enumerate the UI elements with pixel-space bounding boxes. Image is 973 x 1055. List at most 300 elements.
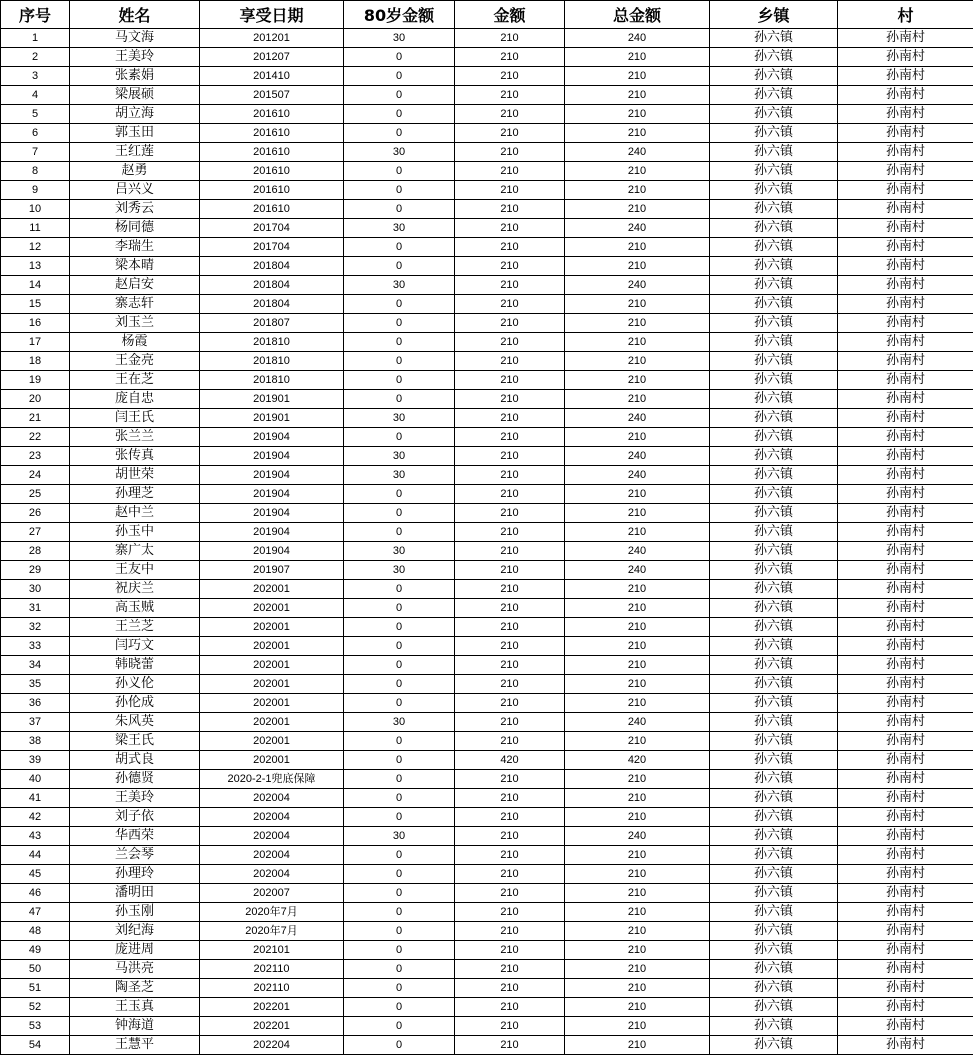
cell-index: 7	[1, 143, 70, 162]
cell-village: 孙南村	[838, 257, 973, 276]
cell-amount: 210	[455, 314, 565, 333]
cell-index: 12	[1, 238, 70, 257]
cell-town: 孙六镇	[710, 580, 838, 599]
cell-village: 孙南村	[838, 447, 973, 466]
cell-total: 210	[565, 162, 710, 181]
cell-80-amount: 0	[344, 960, 455, 979]
cell-amount: 210	[455, 181, 565, 200]
cell-date: 201804	[200, 257, 344, 276]
cell-village: 孙南村	[838, 903, 973, 922]
table-row	[1, 257, 973, 276]
cell-name: 张素娟	[70, 67, 200, 86]
cell-town: 孙六镇	[710, 542, 838, 561]
cell-index: 49	[1, 941, 70, 960]
cell-village: 孙南村	[838, 181, 973, 200]
table-row	[1, 789, 973, 808]
cell-town: 孙六镇	[710, 48, 838, 67]
cell-index: 43	[1, 827, 70, 846]
cell-index: 44	[1, 846, 70, 865]
cell-amount: 210	[455, 675, 565, 694]
table-row	[1, 732, 973, 751]
cell-date: 202110	[200, 960, 344, 979]
table-row	[1, 67, 973, 86]
cell-village: 孙南村	[838, 789, 973, 808]
cell-village: 孙南村	[838, 219, 973, 238]
cell-name: 王玉真	[70, 998, 200, 1017]
cell-village: 孙南村	[838, 751, 973, 770]
cell-date: 201904	[200, 523, 344, 542]
cell-date: 2020-2-1兜底保障	[200, 770, 344, 789]
cell-village: 孙南村	[838, 675, 973, 694]
cell-index: 17	[1, 333, 70, 352]
cell-village: 孙南村	[838, 333, 973, 352]
cell-total: 210	[565, 1017, 710, 1036]
cell-index: 40	[1, 770, 70, 789]
cell-80-amount: 30	[344, 219, 455, 238]
cell-index: 46	[1, 884, 70, 903]
cell-name: 胡立海	[70, 105, 200, 124]
table-row	[1, 1017, 973, 1036]
table-row	[1, 694, 973, 713]
cell-index: 15	[1, 295, 70, 314]
cell-name: 王美玲	[70, 789, 200, 808]
cell-town: 孙六镇	[710, 504, 838, 523]
cell-village: 孙南村	[838, 732, 973, 751]
cell-index: 16	[1, 314, 70, 333]
cell-amount: 210	[455, 67, 565, 86]
cell-amount: 210	[455, 124, 565, 143]
cell-amount: 210	[455, 713, 565, 732]
cell-total: 210	[565, 884, 710, 903]
cell-town: 孙六镇	[710, 941, 838, 960]
table-row	[1, 960, 973, 979]
cell-total: 240	[565, 276, 710, 295]
cell-index: 32	[1, 618, 70, 637]
cell-amount: 210	[455, 485, 565, 504]
header-name: 姓名	[70, 1, 200, 29]
cell-total: 210	[565, 86, 710, 105]
cell-date: 201507	[200, 86, 344, 105]
cell-80-amount: 0	[344, 998, 455, 1017]
cell-name: 兰会琴	[70, 846, 200, 865]
cell-80-amount: 0	[344, 1017, 455, 1036]
cell-total: 210	[565, 333, 710, 352]
cell-80-amount: 0	[344, 333, 455, 352]
table-row	[1, 48, 973, 67]
cell-village: 孙南村	[838, 314, 973, 333]
table-row	[1, 29, 973, 48]
cell-amount: 210	[455, 295, 565, 314]
cell-date: 201810	[200, 333, 344, 352]
cell-village: 孙南村	[838, 960, 973, 979]
table-row	[1, 808, 973, 827]
cell-date: 202001	[200, 694, 344, 713]
cell-name: 孙理芝	[70, 485, 200, 504]
cell-town: 孙六镇	[710, 276, 838, 295]
cell-name: 张传真	[70, 447, 200, 466]
cell-town: 孙六镇	[710, 1036, 838, 1055]
cell-date: 202110	[200, 979, 344, 998]
cell-date: 201610	[200, 105, 344, 124]
cell-village: 孙南村	[838, 713, 973, 732]
table-row	[1, 143, 973, 162]
cell-amount: 210	[455, 162, 565, 181]
cell-total: 240	[565, 827, 710, 846]
table-row	[1, 428, 973, 447]
cell-date: 202001	[200, 751, 344, 770]
cell-village: 孙南村	[838, 162, 973, 181]
cell-80-amount: 0	[344, 979, 455, 998]
cell-80-amount: 0	[344, 732, 455, 751]
cell-index: 45	[1, 865, 70, 884]
cell-town: 孙六镇	[710, 998, 838, 1017]
cell-amount: 210	[455, 200, 565, 219]
cell-amount: 210	[455, 447, 565, 466]
header-amount: 金额	[455, 1, 565, 29]
cell-80-amount: 0	[344, 200, 455, 219]
cell-village: 孙南村	[838, 371, 973, 390]
cell-amount: 210	[455, 1036, 565, 1055]
cell-total: 210	[565, 181, 710, 200]
cell-80-amount: 0	[344, 181, 455, 200]
table-row	[1, 523, 973, 542]
cell-date: 201904	[200, 485, 344, 504]
cell-total: 210	[565, 295, 710, 314]
header-total: 总金额	[565, 1, 710, 29]
table-row	[1, 390, 973, 409]
cell-amount: 210	[455, 333, 565, 352]
cell-town: 孙六镇	[710, 561, 838, 580]
cell-index: 22	[1, 428, 70, 447]
cell-date: 202004	[200, 865, 344, 884]
cell-80-amount: 30	[344, 143, 455, 162]
table-row	[1, 865, 973, 884]
table-body	[1, 29, 973, 1055]
cell-date: 201901	[200, 409, 344, 428]
cell-amount: 210	[455, 523, 565, 542]
cell-town: 孙六镇	[710, 884, 838, 903]
cell-index: 34	[1, 656, 70, 675]
cell-80-amount: 0	[344, 523, 455, 542]
cell-80-amount: 0	[344, 86, 455, 105]
cell-name: 刘纪海	[70, 922, 200, 941]
cell-name: 赵勇	[70, 162, 200, 181]
cell-amount: 210	[455, 466, 565, 485]
cell-80-amount: 30	[344, 713, 455, 732]
cell-index: 26	[1, 504, 70, 523]
cell-amount: 210	[455, 580, 565, 599]
cell-town: 孙六镇	[710, 124, 838, 143]
cell-80-amount: 0	[344, 599, 455, 618]
cell-village: 孙南村	[838, 105, 973, 124]
cell-index: 13	[1, 257, 70, 276]
cell-village: 孙南村	[838, 504, 973, 523]
cell-80-amount: 0	[344, 162, 455, 181]
table-row	[1, 181, 973, 200]
cell-town: 孙六镇	[710, 922, 838, 941]
cell-index: 52	[1, 998, 70, 1017]
cell-name: 刘子依	[70, 808, 200, 827]
cell-index: 1	[1, 29, 70, 48]
table-row	[1, 770, 973, 789]
cell-name: 庞进周	[70, 941, 200, 960]
cell-index: 53	[1, 1017, 70, 1036]
cell-index: 11	[1, 219, 70, 238]
cell-date: 202001	[200, 713, 344, 732]
cell-date: 201804	[200, 295, 344, 314]
cell-date: 202001	[200, 656, 344, 675]
cell-village: 孙南村	[838, 124, 973, 143]
cell-date: 202004	[200, 808, 344, 827]
cell-index: 47	[1, 903, 70, 922]
cell-80-amount: 0	[344, 371, 455, 390]
cell-name: 韩晓蕾	[70, 656, 200, 675]
cell-town: 孙六镇	[710, 618, 838, 637]
cell-total: 210	[565, 922, 710, 941]
cell-80-amount: 30	[344, 466, 455, 485]
cell-village: 孙南村	[838, 599, 973, 618]
cell-town: 孙六镇	[710, 314, 838, 333]
cell-date: 201907	[200, 561, 344, 580]
table-row	[1, 618, 973, 637]
cell-amount: 210	[455, 846, 565, 865]
cell-name: 梁本晴	[70, 257, 200, 276]
cell-village: 孙南村	[838, 979, 973, 998]
cell-village: 孙南村	[838, 922, 973, 941]
cell-date: 201610	[200, 200, 344, 219]
table-row	[1, 599, 973, 618]
cell-date: 201904	[200, 447, 344, 466]
table-row	[1, 675, 973, 694]
cell-date: 201610	[200, 124, 344, 143]
table-row	[1, 713, 973, 732]
cell-total: 210	[565, 675, 710, 694]
cell-town: 孙六镇	[710, 903, 838, 922]
cell-date: 202201	[200, 1017, 344, 1036]
cell-name: 王红莲	[70, 143, 200, 162]
cell-village: 孙南村	[838, 884, 973, 903]
cell-date: 2020年7月	[200, 903, 344, 922]
cell-name: 闫王氏	[70, 409, 200, 428]
cell-date: 202204	[200, 1036, 344, 1055]
cell-80-amount: 0	[344, 941, 455, 960]
cell-total: 210	[565, 523, 710, 542]
cell-town: 孙六镇	[710, 599, 838, 618]
cell-village: 孙南村	[838, 143, 973, 162]
cell-village: 孙南村	[838, 637, 973, 656]
cell-town: 孙六镇	[710, 257, 838, 276]
cell-80-amount: 0	[344, 485, 455, 504]
cell-total: 210	[565, 504, 710, 523]
table-row	[1, 884, 973, 903]
cell-name: 马洪亮	[70, 960, 200, 979]
cell-town: 孙六镇	[710, 67, 838, 86]
cell-name: 杨霞	[70, 333, 200, 352]
cell-total: 210	[565, 865, 710, 884]
table-row	[1, 466, 973, 485]
cell-amount: 210	[455, 352, 565, 371]
cell-date: 201610	[200, 143, 344, 162]
table-row	[1, 352, 973, 371]
table-row	[1, 124, 973, 143]
cell-village: 孙南村	[838, 523, 973, 542]
cell-80-amount: 0	[344, 105, 455, 124]
cell-village: 孙南村	[838, 694, 973, 713]
cell-town: 孙六镇	[710, 466, 838, 485]
cell-amount: 210	[455, 922, 565, 941]
cell-80-amount: 0	[344, 428, 455, 447]
cell-index: 48	[1, 922, 70, 941]
cell-total: 240	[565, 447, 710, 466]
cell-index: 33	[1, 637, 70, 656]
table-header	[1, 1, 973, 29]
table-row	[1, 485, 973, 504]
cell-total: 210	[565, 390, 710, 409]
cell-date: 201810	[200, 352, 344, 371]
table-row	[1, 903, 973, 922]
cell-amount: 210	[455, 827, 565, 846]
cell-date: 202001	[200, 732, 344, 751]
cell-town: 孙六镇	[710, 960, 838, 979]
cell-total: 210	[565, 1036, 710, 1055]
cell-date: 202001	[200, 618, 344, 637]
cell-town: 孙六镇	[710, 162, 838, 181]
cell-80-amount: 0	[344, 675, 455, 694]
table-row	[1, 827, 973, 846]
cell-name: 庞自忠	[70, 390, 200, 409]
cell-name: 王慧平	[70, 1036, 200, 1055]
cell-town: 孙六镇	[710, 333, 838, 352]
cell-total: 210	[565, 694, 710, 713]
cell-town: 孙六镇	[710, 732, 838, 751]
cell-total: 210	[565, 979, 710, 998]
cell-village: 孙南村	[838, 580, 973, 599]
cell-80-amount: 0	[344, 48, 455, 67]
cell-80-amount: 30	[344, 827, 455, 846]
cell-name: 华西荣	[70, 827, 200, 846]
cell-index: 39	[1, 751, 70, 770]
cell-80-amount: 0	[344, 884, 455, 903]
table-row	[1, 922, 973, 941]
table-row	[1, 162, 973, 181]
cell-town: 孙六镇	[710, 371, 838, 390]
cell-index: 10	[1, 200, 70, 219]
cell-total: 210	[565, 941, 710, 960]
cell-amount: 210	[455, 542, 565, 561]
table-row	[1, 333, 973, 352]
cell-amount: 210	[455, 656, 565, 675]
cell-80-amount: 0	[344, 656, 455, 675]
cell-date: 201410	[200, 67, 344, 86]
cell-town: 孙六镇	[710, 238, 838, 257]
cell-80-amount: 0	[344, 124, 455, 143]
cell-index: 9	[1, 181, 70, 200]
cell-amount: 210	[455, 257, 565, 276]
cell-name: 孙玉刚	[70, 903, 200, 922]
cell-index: 6	[1, 124, 70, 143]
cell-total: 240	[565, 466, 710, 485]
cell-index: 42	[1, 808, 70, 827]
cell-name: 胡式良	[70, 751, 200, 770]
cell-80-amount: 0	[344, 808, 455, 827]
cell-name: 孙理玲	[70, 865, 200, 884]
cell-town: 孙六镇	[710, 827, 838, 846]
cell-date: 202201	[200, 998, 344, 1017]
cell-date: 201807	[200, 314, 344, 333]
table-row	[1, 447, 973, 466]
cell-80-amount: 0	[344, 352, 455, 371]
cell-80-amount: 0	[344, 903, 455, 922]
cell-amount: 210	[455, 390, 565, 409]
cell-town: 孙六镇	[710, 865, 838, 884]
cell-village: 孙南村	[838, 48, 973, 67]
cell-town: 孙六镇	[710, 143, 838, 162]
cell-name: 刘玉兰	[70, 314, 200, 333]
cell-total: 210	[565, 960, 710, 979]
cell-village: 孙南村	[838, 485, 973, 504]
header-date: 享受日期	[200, 1, 344, 29]
cell-amount: 210	[455, 1017, 565, 1036]
cell-village: 孙南村	[838, 276, 973, 295]
cell-name: 杨同德	[70, 219, 200, 238]
cell-index: 37	[1, 713, 70, 732]
cell-amount: 210	[455, 694, 565, 713]
cell-date: 201810	[200, 371, 344, 390]
cell-date: 201904	[200, 542, 344, 561]
cell-index: 35	[1, 675, 70, 694]
cell-amount: 210	[455, 409, 565, 428]
cell-village: 孙南村	[838, 846, 973, 865]
cell-town: 孙六镇	[710, 428, 838, 447]
cell-amount: 210	[455, 960, 565, 979]
cell-amount: 210	[455, 808, 565, 827]
cell-80-amount: 0	[344, 618, 455, 637]
cell-total: 210	[565, 105, 710, 124]
cell-amount: 210	[455, 903, 565, 922]
cell-town: 孙六镇	[710, 751, 838, 770]
cell-village: 孙南村	[838, 618, 973, 637]
cell-town: 孙六镇	[710, 409, 838, 428]
table-row	[1, 371, 973, 390]
table-row	[1, 542, 973, 561]
cell-town: 孙六镇	[710, 808, 838, 827]
header-village: 村	[838, 1, 973, 29]
cell-date: 201207	[200, 48, 344, 67]
cell-amount: 210	[455, 219, 565, 238]
cell-80-amount: 0	[344, 922, 455, 941]
table-row	[1, 580, 973, 599]
cell-town: 孙六镇	[710, 105, 838, 124]
cell-amount: 210	[455, 865, 565, 884]
cell-village: 孙南村	[838, 998, 973, 1017]
cell-name: 梁展硕	[70, 86, 200, 105]
cell-amount: 420	[455, 751, 565, 770]
cell-index: 14	[1, 276, 70, 295]
table-row	[1, 941, 973, 960]
cell-80-amount: 0	[344, 295, 455, 314]
cell-town: 孙六镇	[710, 485, 838, 504]
cell-town: 孙六镇	[710, 713, 838, 732]
cell-total: 210	[565, 48, 710, 67]
table-row	[1, 86, 973, 105]
table-row	[1, 219, 973, 238]
cell-name: 赵启安	[70, 276, 200, 295]
cell-town: 孙六镇	[710, 29, 838, 48]
cell-town: 孙六镇	[710, 675, 838, 694]
cell-amount: 210	[455, 789, 565, 808]
cell-amount: 210	[455, 599, 565, 618]
cell-index: 30	[1, 580, 70, 599]
